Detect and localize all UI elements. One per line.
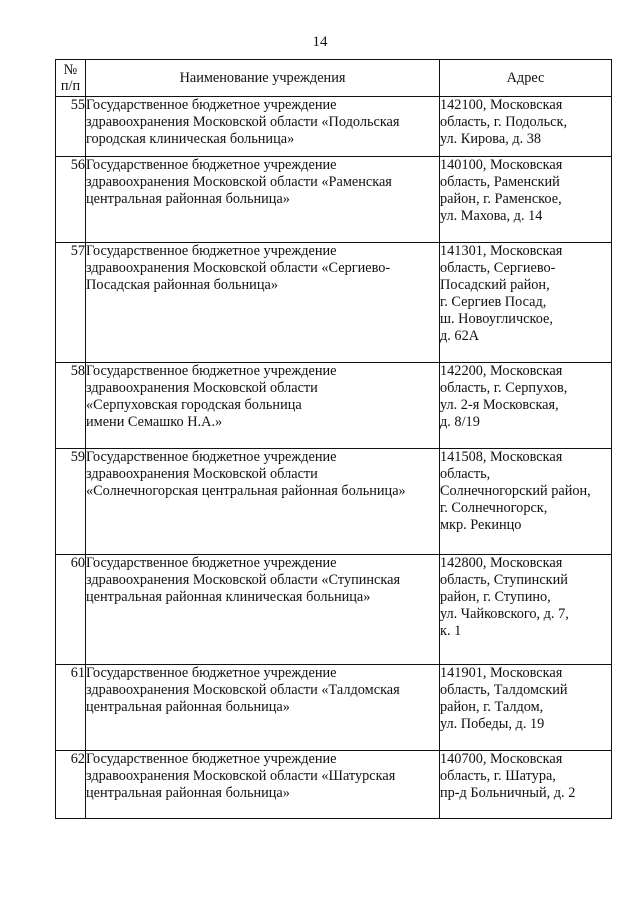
institution-address	[440, 157, 612, 243]
table-row	[56, 555, 612, 665]
row-number: 61	[56, 665, 86, 751]
address-line: область, Ступинский	[440, 572, 568, 588]
institution-name	[86, 665, 440, 751]
institution-name-line: здравоохранения Московской области «Сергиево-	[86, 260, 391, 276]
table-row	[56, 97, 612, 157]
address-line: область, Сергиево-	[440, 260, 556, 276]
institution-name-line: Посадская районная больница»	[86, 277, 278, 293]
header-number-line2: п/п	[60, 78, 81, 94]
address-line: 141301, Московская	[440, 243, 563, 259]
address-line: ш. Новоугличское,	[440, 311, 553, 327]
row-number: 58	[56, 363, 86, 449]
row-number: 55	[56, 97, 86, 157]
institution-name-line: Государственное бюджетное учреждение	[86, 157, 337, 173]
address-line: район, г. Раменское,	[440, 191, 562, 207]
address-line: мкр. Рекинцо	[440, 517, 522, 533]
institution-address	[440, 363, 612, 449]
institution-name	[86, 555, 440, 665]
institution-name-line: Государственное бюджетное учреждение	[86, 449, 337, 465]
institution-name-line: городская клиническая больница»	[86, 131, 295, 147]
institution-name-line: Государственное бюджетное учреждение	[86, 243, 337, 259]
institution-name-line: имени Семашко Н.А.»	[86, 414, 223, 430]
institution-name-line: центральная районная больница»	[86, 785, 290, 801]
institution-name-line: здравоохранения Московской области «Шатурская	[86, 768, 396, 784]
header-number	[56, 60, 86, 97]
table-row	[56, 751, 612, 819]
institutions-table	[55, 59, 612, 819]
address-line: пр-д Больничный, д. 2	[440, 785, 576, 801]
address-line: ул. Махова, д. 14	[440, 208, 543, 224]
institution-name-line: «Солнечногорская центральная районная больница»	[86, 483, 406, 499]
address-line: к. 1	[440, 623, 462, 639]
table-row	[56, 363, 612, 449]
address-line: Солнечногорский район,	[440, 483, 591, 499]
institution-name	[86, 97, 440, 157]
address-line: г. Солнечногорск,	[440, 500, 548, 516]
institution-name-line: здравоохранения Московской области «Подольская	[86, 114, 400, 130]
institution-name-line: Государственное бюджетное учреждение	[86, 555, 337, 571]
address-line: район, г. Талдом,	[440, 699, 544, 715]
address-line: 140700, Московская	[440, 751, 563, 767]
institution-name-line: центральная районная больница»	[86, 699, 290, 715]
institution-name-line: здравоохранения Московской области «Раменская	[86, 174, 392, 190]
row-number: 60	[56, 555, 86, 665]
address-line: район, г. Ступино,	[440, 589, 551, 605]
address-line: область, г. Подольск,	[440, 114, 568, 130]
institution-name-line: здравоохранения Московской области	[86, 466, 318, 482]
institution-address	[440, 243, 612, 363]
page-number: 14	[312, 34, 328, 50]
institution-name	[86, 751, 440, 819]
table-row	[56, 243, 612, 363]
address-line: 142800, Московская	[440, 555, 563, 571]
table-row	[56, 665, 612, 751]
address-line: 141901, Московская	[440, 665, 563, 681]
address-line: д. 8/19	[440, 414, 480, 430]
address-line: область, г. Серпухов,	[440, 380, 568, 396]
address-line: Посадский район,	[440, 277, 550, 293]
address-line: ул. 2-я Московская,	[440, 397, 559, 413]
address-line: 140100, Московская	[440, 157, 563, 173]
address-line: 141508, Московская	[440, 449, 563, 465]
table-body	[56, 97, 612, 819]
institution-address	[440, 555, 612, 665]
institution-name-line: Государственное бюджетное учреждение	[86, 751, 337, 767]
address-line: 142100, Московская	[440, 97, 563, 113]
institution-name-line: здравоохранения Московской области «Ступинская	[86, 572, 401, 588]
row-number: 57	[56, 243, 86, 363]
row-number: 56	[56, 157, 86, 243]
address-line: 142200, Московская	[440, 363, 563, 379]
header-address: Адрес	[440, 60, 612, 97]
address-line: ул. Кирова, д. 38	[440, 131, 542, 147]
institution-name	[86, 157, 440, 243]
table-row	[56, 449, 612, 555]
institution-address	[440, 751, 612, 819]
address-line: область, г. Шатура,	[440, 768, 556, 784]
institution-name-line: Государственное бюджетное учреждение	[86, 363, 337, 379]
header-name: Наименование учреждения	[86, 60, 440, 97]
address-line: ул. Победы, д. 19	[440, 716, 545, 732]
institution-name	[86, 243, 440, 363]
institution-name-line: здравоохранения Московской области «Талдомская	[86, 682, 400, 698]
address-line: г. Сергиев Посад,	[440, 294, 547, 310]
institution-name-line: «Серпуховская городская больница	[86, 397, 302, 413]
row-number: 59	[56, 449, 86, 555]
institution-name-line: Государственное бюджетное учреждение	[86, 97, 337, 113]
institution-name-line: центральная районная клиническая больница»	[86, 589, 371, 605]
institution-address	[440, 665, 612, 751]
table-header-row	[56, 60, 612, 97]
institution-name	[86, 363, 440, 449]
row-number: 62	[56, 751, 86, 819]
address-line: область, Раменский	[440, 174, 560, 190]
institution-address	[440, 97, 612, 157]
address-line: область,	[440, 466, 491, 482]
institution-name-line: здравоохранения Московской области	[86, 380, 318, 396]
address-line: д. 62А	[440, 328, 480, 344]
address-line: ул. Чайковского, д. 7,	[440, 606, 569, 622]
institution-name	[86, 449, 440, 555]
table-row	[56, 157, 612, 243]
institution-name-line: Государственное бюджетное учреждение	[86, 665, 337, 681]
institution-name-line: центральная районная больница»	[86, 191, 290, 207]
header-number-line1: №	[63, 62, 78, 78]
address-line: область, Талдомский	[440, 682, 568, 698]
institution-address	[440, 449, 612, 555]
